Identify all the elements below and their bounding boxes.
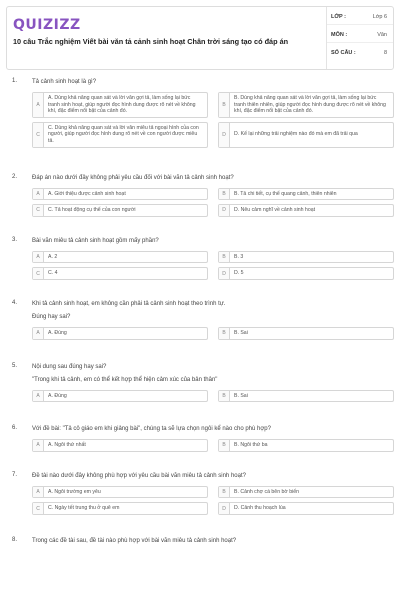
meta-row-subject — [327, 27, 393, 43]
option-letter: B — [219, 328, 230, 339]
question-list — [0, 78, 400, 545]
question-text: Bài văn miêu tả cảnh sinh hoạt gồm mấy phần? — [32, 237, 159, 244]
answer-option-b[interactable] — [218, 327, 394, 340]
question-number: 3. — [12, 236, 18, 243]
question-text: Đề tài nào dưới đây không phù hợp với yêu cầu bài văn miêu tả cảnh sinh hoạt? — [32, 472, 246, 479]
option-letter: A — [33, 189, 44, 200]
quizizz-logo: QUIZIZZ — [13, 17, 81, 33]
answer-option-c[interactable] — [32, 204, 208, 217]
answer-option-a[interactable] — [32, 327, 208, 340]
question-3 — [0, 237, 400, 280]
answer-options — [32, 439, 390, 452]
option-letter: B — [219, 252, 230, 263]
option-letter: D — [219, 503, 230, 514]
option-text: C. Ngày tết trung thu ở quê em — [48, 505, 120, 512]
option-text: B. Sai — [234, 329, 248, 336]
option-text: B. Cảnh chợ cá bên bờ biển — [234, 488, 300, 495]
option-letter: B — [219, 391, 230, 402]
option-text: D. Cảnh thu hoạch lúa — [234, 505, 286, 512]
option-letter: A — [33, 391, 44, 402]
answer-options — [32, 251, 390, 280]
question-5 — [0, 363, 400, 403]
option-text: D. Nêu cảm nghĩ về cảnh sinh hoạt — [234, 207, 316, 214]
answer-option-b[interactable] — [218, 251, 394, 264]
meta-label: SỐ CÂU : — [331, 49, 356, 56]
answer-option-b[interactable] — [218, 92, 394, 118]
question-text: Tả cảnh sinh hoạt là gì? — [32, 79, 97, 85]
question-note: "Trong khi tả cảnh, em có thể kết hợp thể hiện cảm xúc của bản thân" — [32, 376, 218, 383]
option-letter: A — [33, 252, 44, 263]
question-number: 5. — [12, 362, 18, 369]
worksheet-meta — [326, 7, 393, 69]
question-1 — [0, 78, 400, 148]
answer-option-b[interactable] — [218, 486, 394, 499]
answer-option-c[interactable] — [32, 502, 208, 515]
option-letter: D — [219, 205, 230, 216]
option-text: C. 4 — [48, 270, 58, 277]
question-text: Với đề bài: "Tả cô giáo em khi giảng bài", chúng ta sẽ lựa chọn ngôi kể nào cho phù hợp? — [32, 426, 271, 433]
option-letter: C — [33, 205, 44, 216]
meta-value: Lớp 6 — [372, 13, 387, 20]
answer-option-a[interactable] — [32, 92, 208, 118]
option-letter: B — [219, 93, 230, 117]
answer-option-a[interactable] — [32, 486, 208, 499]
answer-options — [32, 390, 390, 403]
answer-option-b[interactable] — [218, 439, 394, 452]
answer-option-a[interactable] — [32, 188, 208, 201]
answer-option-c[interactable] — [32, 122, 208, 148]
answer-option-b[interactable] — [218, 188, 394, 201]
question-text: Khi tả cảnh sinh hoạt, em không cần phải tả cảnh sinh hoạt theo trình tự. — [32, 300, 226, 307]
option-letter: C — [33, 503, 44, 514]
option-letter: C — [33, 268, 44, 279]
option-text: A. Ngôi thứ nhất — [48, 442, 86, 449]
meta-value: Văn — [377, 31, 387, 38]
answer-options — [32, 327, 390, 340]
question-6 — [0, 425, 400, 452]
option-text: B. Dùng khả năng quan sát và lời văn gợi tả, làm sống lại bức tranh thiên nhiên, giúp người đọc hình dung được rõ nét về không khí, đặc điểm nổi bật của cảnh đó. — [234, 95, 386, 115]
answer-option-d[interactable] — [218, 204, 394, 217]
meta-label: LỚP : — [331, 13, 346, 20]
option-text: A. Đúng — [48, 392, 67, 399]
answer-options — [32, 188, 390, 217]
question-4 — [0, 300, 400, 340]
option-text: B. Sai — [234, 392, 248, 399]
worksheet-header — [6, 6, 394, 70]
option-letter: A — [33, 440, 44, 451]
option-text: A. Dùng khả năng quan sát và lời văn gợi tả, làm sống lại bức tranh sinh hoạt, giúp người đọc hình dung được rõ nét về không khí, đặc điểm nổi bật của cảnh đó. — [48, 95, 196, 115]
question-2 — [0, 174, 400, 217]
option-letter: D — [219, 123, 230, 147]
answer-option-a[interactable] — [32, 439, 208, 452]
question-8 — [0, 537, 400, 545]
option-letter: D — [219, 268, 230, 279]
option-letter: A — [33, 93, 44, 117]
question-text: Trong các đề tài sau, đề tài nào phù hợp với bài văn miêu tả cảnh sinh hoạt? — [32, 537, 237, 544]
option-letter: B — [219, 487, 230, 498]
answer-option-b[interactable] — [218, 390, 394, 403]
option-text: B. Ngôi thứ ba — [234, 442, 268, 449]
question-number: 4. — [12, 299, 18, 306]
answer-option-d[interactable] — [218, 122, 394, 148]
question-number: 8. — [12, 536, 18, 543]
option-text: A. 2 — [48, 253, 58, 260]
question-number: 6. — [12, 425, 18, 432]
answer-option-c[interactable] — [32, 267, 208, 280]
meta-row-grade — [327, 9, 393, 25]
question-note: Đúng hay sai? — [32, 313, 71, 320]
question-number: 7. — [12, 471, 18, 478]
option-text: C. Tả hoạt động cụ thể của con người — [48, 207, 136, 214]
option-text: A. Đúng — [48, 329, 67, 336]
option-letter: B — [219, 189, 230, 200]
answer-option-a[interactable] — [32, 390, 208, 403]
answer-option-d[interactable] — [218, 502, 394, 515]
option-text: D. Kể lại những trải nghiệm nào đó mà em đã trải qua — [234, 131, 358, 138]
answer-option-d[interactable] — [218, 267, 394, 280]
option-letter: B — [219, 440, 230, 451]
worksheet-title: 10 câu Trắc nghiệm Viết bài văn tả cảnh sinh hoạt Chân trời sáng tạo có đáp án — [13, 37, 289, 46]
option-text: D. 5 — [234, 270, 244, 277]
answer-options — [32, 92, 390, 148]
question-text: Nội dung sau đúng hay sai? — [32, 363, 107, 370]
meta-value: 8 — [383, 49, 387, 56]
question-7 — [0, 472, 400, 515]
answer-option-a[interactable] — [32, 251, 208, 264]
answer-options — [32, 486, 390, 515]
option-text: C. Dùng khả năng quan sát và lời văn miêu tả ngoại hình của con người, giúp người đọc hình dung rõ nét về con người được miêu tả. — [48, 124, 199, 144]
option-letter: A — [33, 328, 44, 339]
question-number: 2. — [12, 173, 18, 180]
meta-row-count — [327, 45, 393, 60]
option-letter: A — [33, 487, 44, 498]
question-number: 1. — [12, 78, 18, 84]
option-text: A. Ngôi trường em yêu — [48, 488, 101, 495]
question-text: Đáp án nào dưới đây không phải yêu cầu đối với bài văn tả cảnh sinh hoạt? — [32, 174, 234, 181]
meta-label: MÔN : — [331, 31, 348, 38]
option-text: A. Giới thiệu được cảnh sinh hoạt — [48, 190, 126, 197]
option-letter: C — [33, 123, 44, 147]
option-text: B. Tả chi tiết, cụ thể quang cảnh, thiên nhiên — [234, 190, 337, 197]
option-text: B. 3 — [234, 253, 244, 260]
